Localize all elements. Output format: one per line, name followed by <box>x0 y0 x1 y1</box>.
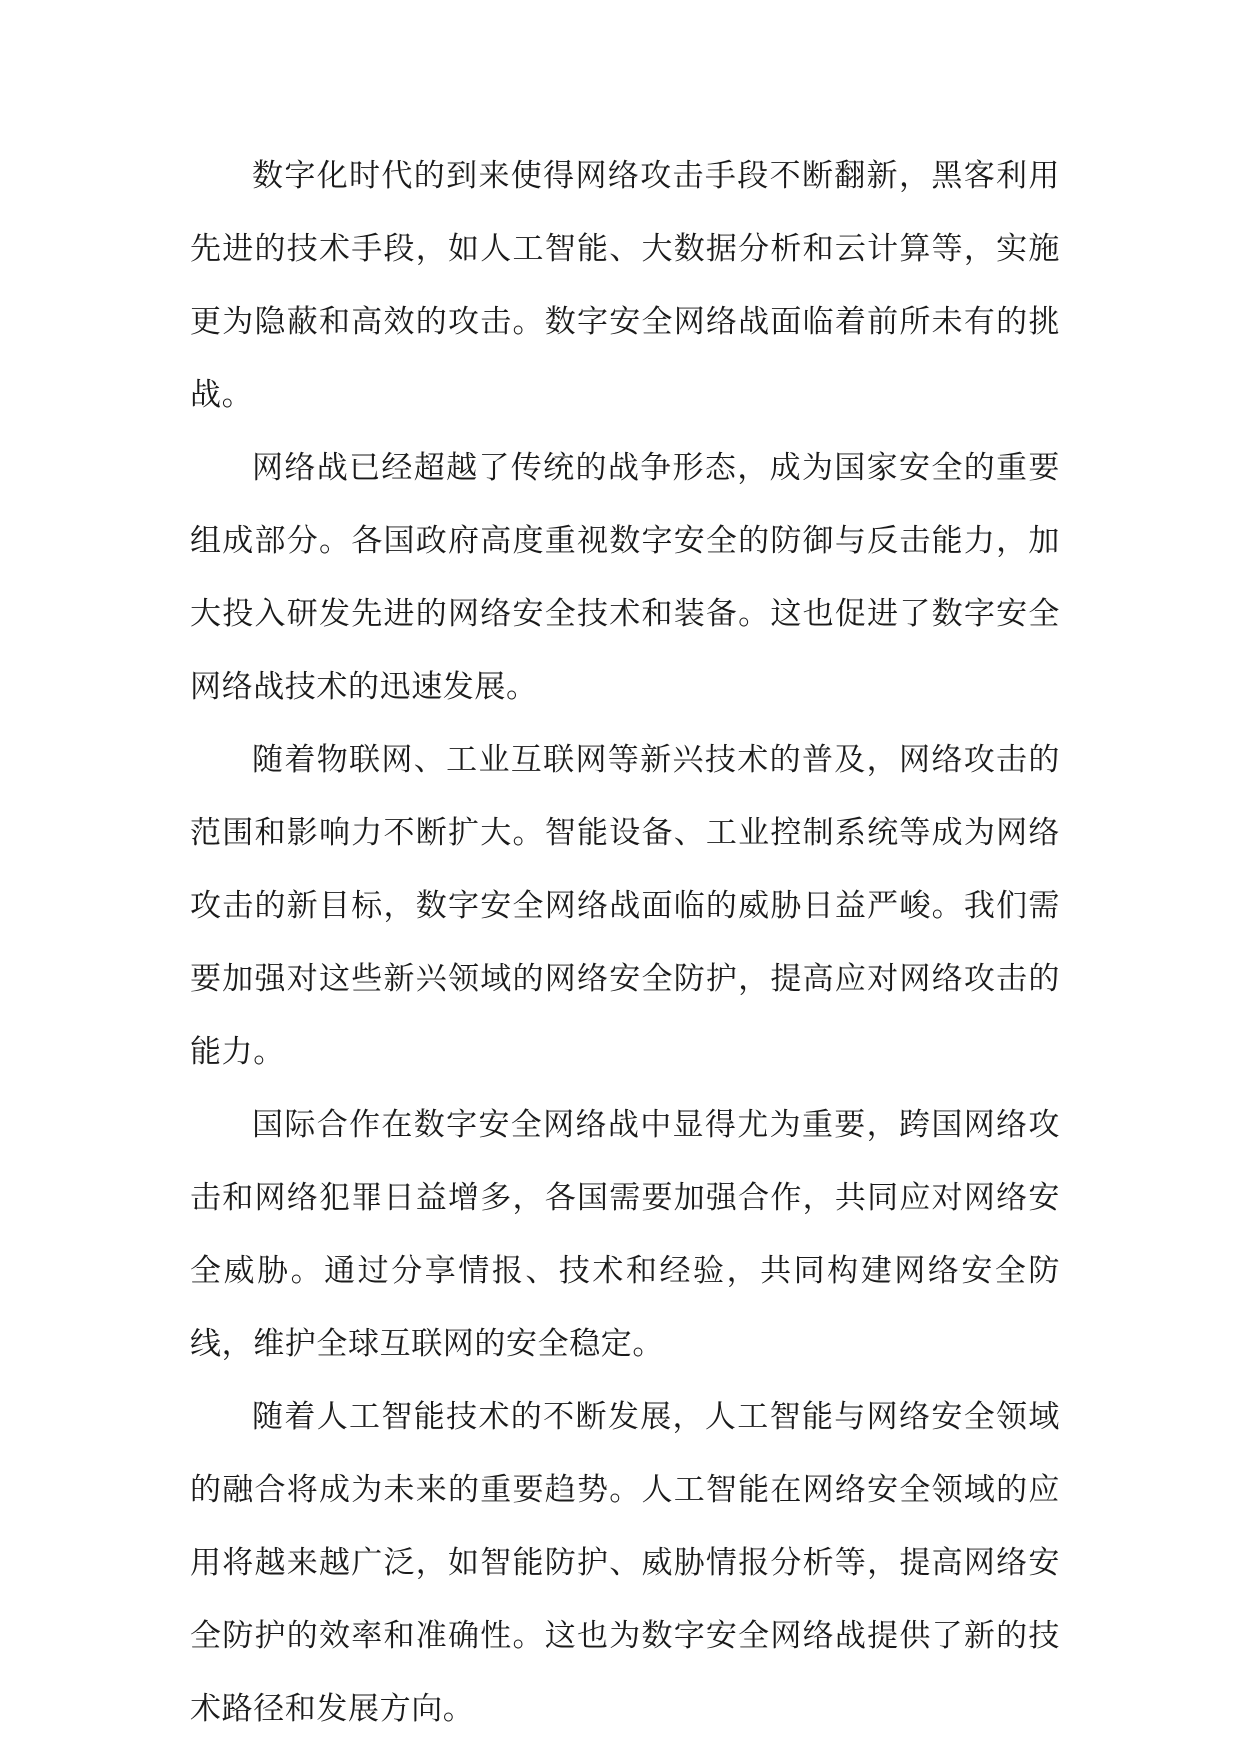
paragraph-2: 网络战已经超越了传统的战争形态，成为国家安全的重要组成部分。各国政府高度重视数字安全的防御与反击能力，加大投入研发先进的网络安全技术和装备。这也促进了数字安全网络战技术的迅速发展。 <box>190 450 1060 705</box>
document-body <box>190 140 1060 1746</box>
paragraph-1: 数字化时代的到来使得网络攻击手段不断翻新，黑客利用先进的技术手段，如人工智能、大数据分析和云计算等，实施更为隐蔽和高效的攻击。数字安全网络战面临着前所未有的挑战。 <box>190 158 1060 413</box>
paragraph-4: 国际合作在数字安全网络战中显得尤为重要，跨国网络攻击和网络犯罪日益增多，各国需要加强合作，共同应对网络安全威胁。通过分享情报、技术和经验，共同构建网络安全防线，维护全球互联网的安全稳定。 <box>190 1107 1060 1362</box>
paragraph-5: 随着人工智能技术的不断发展，人工智能与网络安全领域的融合将成为未来的重要趋势。人工智能在网络安全领域的应用将越来越广泛，如智能防护、威胁情报分析等，提高网络安全防护的效率和准确性。这也为数字安全网络战提供了新的技术路径和发展方向。 <box>190 1399 1060 1727</box>
paragraph-3: 随着物联网、工业互联网等新兴技术的普及，网络攻击的范围和影响力不断扩大。智能设备、工业控制系统等成为网络攻击的新目标，数字安全网络战面临的威胁日益严峻。我们需要加强对这些新兴领域的网络安全防护，提高应对网络攻击的能力。 <box>190 742 1060 1070</box>
